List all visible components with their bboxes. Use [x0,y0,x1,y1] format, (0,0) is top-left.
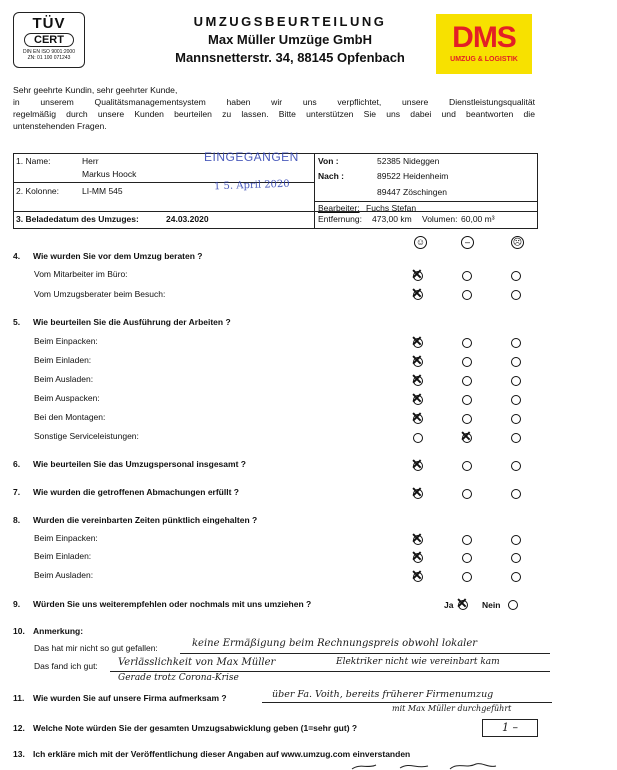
check-mark-icon: ✕ [411,333,423,349]
tuv-line2: ZN: 01 100 071243 [27,55,71,61]
q10-good-value2[interactable]: Gerade trotz Corona-Krise [118,673,239,683]
q8-item-ausladen: Beim Ausladen: [34,570,94,580]
q8-einladen-neutral-radio[interactable] [462,553,472,563]
q10-bad-value[interactable]: keine Ermäßigung beim Rechnungspreis obwohl lokaler [192,638,478,649]
q4-besuch-neutral-radio[interactable] [462,290,472,300]
q5-auspacken-neutral-radio[interactable] [462,395,472,405]
signature-scribble [350,760,520,770]
intro-line3: regelmäßig durch unsere Kunden beurteilen zu lassen. Bitte unterstützen Sie uns dabei und beantworten die [13,109,535,119]
q5-einpacken-bad-radio[interactable] [511,338,521,348]
q10-bad-value2[interactable]: Elektriker nicht wie vereinbart kam [336,657,500,667]
dms-logo [436,14,532,74]
q4-item-buero: Vom Mitarbeiter im Büro: [34,269,128,279]
kolonne-label: 2. Kolonne: [16,186,60,196]
q10-good-value[interactable]: Verlässlichkeit von Max Müller [118,657,276,668]
dms-logo-big: DMS [452,21,516,54]
q5-montagen-bad-radio[interactable] [511,414,521,424]
intro-text [13,84,535,132]
q8-einpacken-neutral-radio[interactable] [462,535,472,545]
volumen-value: 60,00 m³ [461,214,495,224]
q5-service-good-radio[interactable] [413,433,423,443]
name-value: Markus Hoock [82,169,137,179]
received-stamp-date: 1 5. April 2020 [213,178,290,193]
q5-montagen-neutral-radio[interactable] [462,414,472,424]
q5-einpacken-neutral-radio[interactable] [462,338,472,348]
q5-ausladen-neutral-radio[interactable] [462,376,472,386]
q10-bad-label: Das hat mir nicht so gut gefallen: [34,643,158,653]
tuv-brand: TÜV [32,15,66,32]
q6-neutral-radio[interactable] [462,461,472,471]
check-mark-icon: ✕ [411,409,423,425]
check-mark-icon: ✕ [411,530,423,546]
q8-item-einpacken: Beim Einpacken: [34,533,98,543]
q9-nein-radio[interactable] [508,600,518,610]
q8-item-einladen: Beim Einladen: [34,551,92,561]
q10-good-label: Das fand ich gut: [34,661,98,671]
q8-ausladen-bad-radio[interactable] [511,572,521,582]
tuv-line1: DIN EN ISO 9001:2000 [23,49,75,55]
nach-label: Nach : [318,171,344,181]
q6-bad-radio[interactable] [511,461,521,471]
received-stamp: EINGEGANGEN [204,150,299,164]
q5-item-einladen: Beim Einladen: [34,355,92,365]
q5-einladen-bad-radio[interactable] [511,357,521,367]
q12-heading: 12. Welche Note würden Sie der gesamten Umzugsabwicklung geben (1=sehr gut) ? [13,723,358,733]
q6-heading: 6. Wie beurteilen Sie das Umzugspersonal insgesamt ? [13,459,246,469]
volumen-label: Volumen: [422,214,458,224]
q8-einladen-bad-radio[interactable] [511,553,521,563]
check-mark-icon: ✕ [411,567,423,583]
check-mark-icon: ✕ [411,285,423,301]
beladedatum-value: 24.03.2020 [166,214,209,224]
q5-heading: 5. Wie beurteilen Sie die Ausführung der Arbeiten ? [13,317,231,327]
q11-heading: 11. Wie wurden Sie auf unsere Firma aufmerksam ? [13,693,227,703]
check-mark-icon: ✕ [411,456,423,472]
q5-service-bad-radio[interactable] [511,433,521,443]
check-mark-icon: ✕ [411,484,423,500]
check-mark-icon: ✕ [460,428,472,444]
q5-item-service: Sonstige Serviceleistungen: [34,431,139,441]
check-mark-icon: ✕ [411,371,423,387]
intro-line4: untenstehenden Fragen. [13,121,107,131]
q4-besuch-bad-radio[interactable] [511,290,521,300]
tuv-cert-logo [13,12,85,68]
entfernung-label: Entfernung: [318,214,362,224]
check-mark-icon: ✕ [456,595,468,611]
kolonne-value: LI-MM 545 [82,186,123,196]
q7-bad-radio[interactable] [511,489,521,499]
q12-grade-box[interactable]: 1 – [482,719,538,737]
von-label: Von : [318,156,339,166]
smiley-neutral-icon: – [461,236,474,249]
q5-item-ausladen: Beim Ausladen: [34,374,94,384]
company-address: Mannsnetterstr. 34, 88145 Opfenbach [175,50,405,65]
company-name: Max Müller Umzüge GmbH [208,32,372,47]
name-salutation: Herr [82,156,99,166]
q5-ausladen-bad-radio[interactable] [511,376,521,386]
form-title: UMZUGSBEURTEILUNG [193,14,387,29]
q5-einladen-neutral-radio[interactable] [462,357,472,367]
q8-einpacken-bad-radio[interactable] [511,535,521,545]
name-label: 1. Name: [16,156,51,166]
q8-heading: 8. Wurden die vereinbarten Zeiten pünktlich eingehalten ? [13,515,258,525]
q11-value[interactable]: über Fa. Voith, bereits früherer Firmenumzug [272,689,494,700]
q5-item-einpacken: Beim Einpacken: [34,336,98,346]
smiley-bad-icon: ☹ [512,237,523,247]
intro-line2: in unserem Qualitätsmanagementsystem haben wir uns verpflichtet, unsere Dienstleistungsqualität [13,97,535,107]
q4-item-besuch: Vom Umzugsberater beim Besuch: [34,289,166,299]
q4-buero-neutral-radio[interactable] [462,271,472,281]
check-mark-icon: ✕ [411,266,423,282]
check-mark-icon: ✕ [411,390,423,406]
tuv-cert: CERT [24,33,74,47]
beladedatum-label: 3. Beladedatum des Umzuges: [16,214,139,224]
customer-info-table [13,150,538,229]
q9-heading: 9. Würden Sie uns weiterempfehlen oder nochmals mit uns umziehen ? [13,599,312,609]
q8-ausladen-neutral-radio[interactable] [462,572,472,582]
von-value: 52385 Nideggen [377,156,440,166]
q5-auspacken-bad-radio[interactable] [511,395,521,405]
q13-heading: 13. Ich erkläre mich mit der Veröffentlichung dieser Angaben auf www.umzug.com einverstanden [13,749,411,759]
dms-logo-small: UMZUG & LOGISTIK [450,56,518,63]
q7-heading: 7. Wie wurden die getroffenen Abmachungen erfüllt ? [13,487,239,497]
q7-neutral-radio[interactable] [462,489,472,499]
q10-heading: 10. Anmerkung: [13,626,84,636]
intro-line1: Sehr geehrte Kundin, sehr geehrter Kunde, [13,85,178,95]
q9-ja-label: Ja [444,600,454,610]
smiley-good-icon: ☺ [415,237,426,247]
bearbeiter-label: Bearbeiter: [318,203,360,213]
nach-value1: 89522 Heidenheim [377,171,449,181]
q4-buero-bad-radio[interactable] [511,271,521,281]
nach-value2: 89447 Zöschingen [377,187,447,197]
q11-value2[interactable]: mit Max Müller durchgeführt [392,704,512,713]
q4-heading: 4. Wie wurden Sie vor dem Umzug beraten ? [13,251,203,261]
check-mark-icon: ✕ [411,548,423,564]
check-mark-icon: ✕ [411,352,423,368]
q9-nein-label: Nein [482,600,501,610]
bearbeiter-value: Fuchs Stefan [366,203,417,213]
q5-item-montagen: Bei den Montagen: [34,412,106,422]
q5-item-auspacken: Beim Auspacken: [34,393,100,403]
entfernung-value: 473,00 km [372,214,412,224]
